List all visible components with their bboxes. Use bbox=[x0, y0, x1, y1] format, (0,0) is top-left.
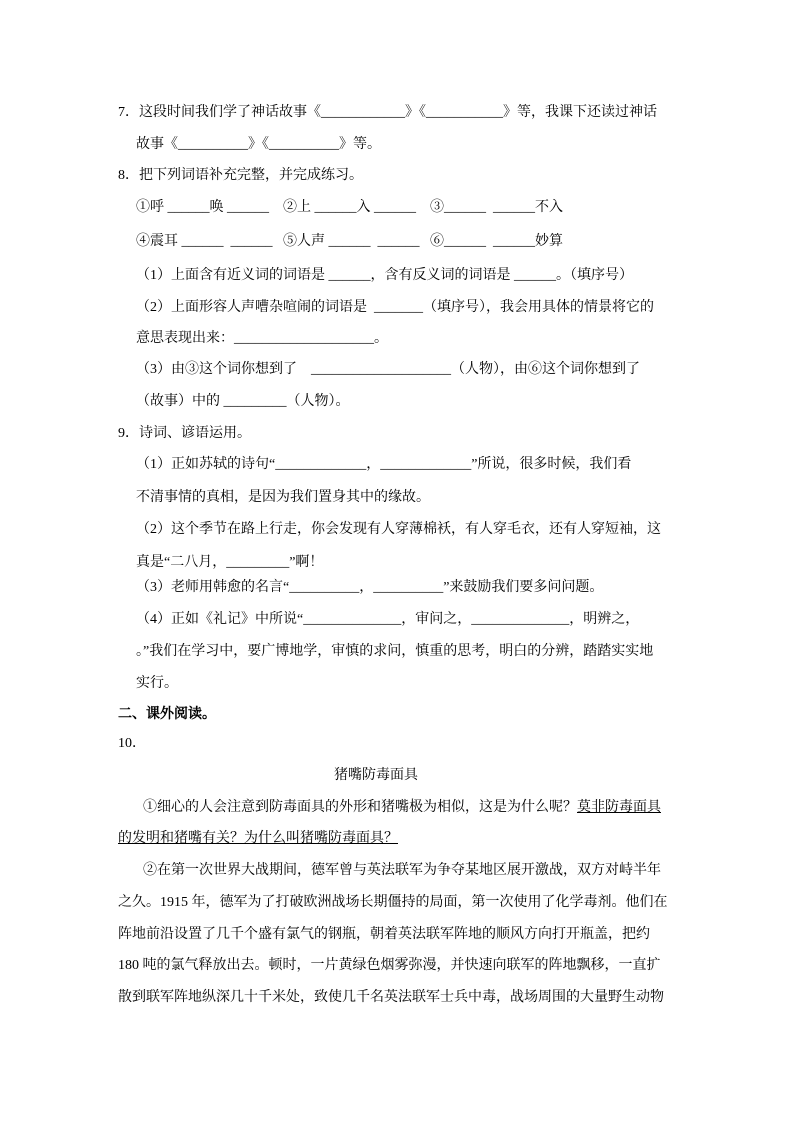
paragraph-1-line-1 bbox=[143, 799, 661, 817]
paragraph-2-line-3: 阵地前沿设置了几千个盛有氯气的钢瓶，朝着英法联军阵地的顺风方向打开瓶盖，把约 bbox=[118, 927, 650, 942]
q8-sub-1: （1）上面含有近义词的词语是 ______，含有反义词的词语是 ______。（填序号） bbox=[136, 268, 633, 283]
underlined-question: 莫非防毒面具 bbox=[577, 800, 661, 815]
q8-word-row-1: ①呼 ______唤 ______ ②上 ______入 ______ ③______ ______不入 bbox=[136, 200, 563, 215]
q8-sub-3a: （3）由③这个词你想到了 ____________________（人物），由⑥这个词你想到了 bbox=[136, 362, 640, 377]
q8-word-row-2: ④震耳 ______ ______ ⑤人声 ______ ______ ⑥______ ______妙算 bbox=[136, 234, 563, 249]
q8-sub-3b: （故事）中的 _________（人物）。 bbox=[136, 394, 350, 409]
q8-sub-2a: （2）上面形容人声嘈杂喧闹的词语是 _______（填序号），我会用具体的情景将它的 bbox=[136, 300, 654, 315]
q9-sub-1b: 不清事情的真相，是因为我们置身其中的缘故。 bbox=[136, 490, 430, 505]
paragraph-2-line-2: 之久。1915 年，德军为了打破欧洲战场长期僵持的局面，第一次使用了化学毒剂。他们在 bbox=[118, 895, 668, 910]
paragraph-1-text: ①细心的人会注意到防毒面具的外形和猪嘴极为相似，这是为什么呢？ bbox=[143, 800, 577, 815]
q9-sub-2b: 真是“二八月，_________”啊！ bbox=[136, 555, 324, 570]
q9-sub-3: （3）老师用韩愈的名言“__________，__________”来鼓励我们要多问问题。 bbox=[136, 580, 604, 595]
paragraph-2-line-5: 散到联军阵地纵深几十千米处，致使几千名英法联军士兵中毒，战场周围的大量野生动物 bbox=[118, 990, 664, 1005]
q9-sub-4c: 实行。 bbox=[136, 676, 178, 691]
q7-line-2: 故事《__________》《__________》等。 bbox=[136, 137, 381, 152]
paragraph-2-line-4: 180 吨的氯气释放出去。顿时，一片黄绿色烟雾弥漫，并快速向联军的阵地飘移，一直扩 bbox=[118, 958, 661, 973]
q9-sub-4a: （4）正如《礼记》中所说“______________，审问之，______________，明辨之， bbox=[136, 612, 640, 627]
q8-stem: 8．把下列词语补充完整，并完成练习。 bbox=[118, 168, 363, 183]
article-title: 猪嘴防毒面具 bbox=[334, 768, 418, 783]
q10-number: 10． bbox=[118, 736, 146, 751]
q8-sub-2b: 意思表现出来：____________________。 bbox=[136, 331, 388, 346]
q9-stem: 9．诗词、谚语运用。 bbox=[118, 426, 251, 441]
q9-sub-2a: （2）这个季节在路上行走，你会发现有人穿薄棉袄，有人穿毛衣，还有人穿短袖，这 bbox=[136, 522, 661, 537]
paragraph-2-line-1: ②在第一次世界大战期间，德军曾与英法联军为争夺某地区展开激战，双方对峙半年 bbox=[143, 863, 661, 878]
q7-line-1: 7．这段时间我们学了神话故事《____________》《___________》等，我课下还读过神话 bbox=[118, 105, 657, 120]
q9-sub-4b: 。”我们在学习中，要广博地学，审慎的求问，慎重的思考，明白的分辨，踏踏实实地 bbox=[136, 644, 654, 659]
q9-sub-1a: （1）正如苏轼的诗句“_____________，_____________”所说，很多时候，我们看 bbox=[136, 457, 632, 472]
paragraph-1-line-2: 的发明和猪嘴有关？为什么叫猪嘴防毒面具？ bbox=[118, 831, 398, 846]
section-heading: 二、课外阅读。 bbox=[118, 707, 216, 722]
